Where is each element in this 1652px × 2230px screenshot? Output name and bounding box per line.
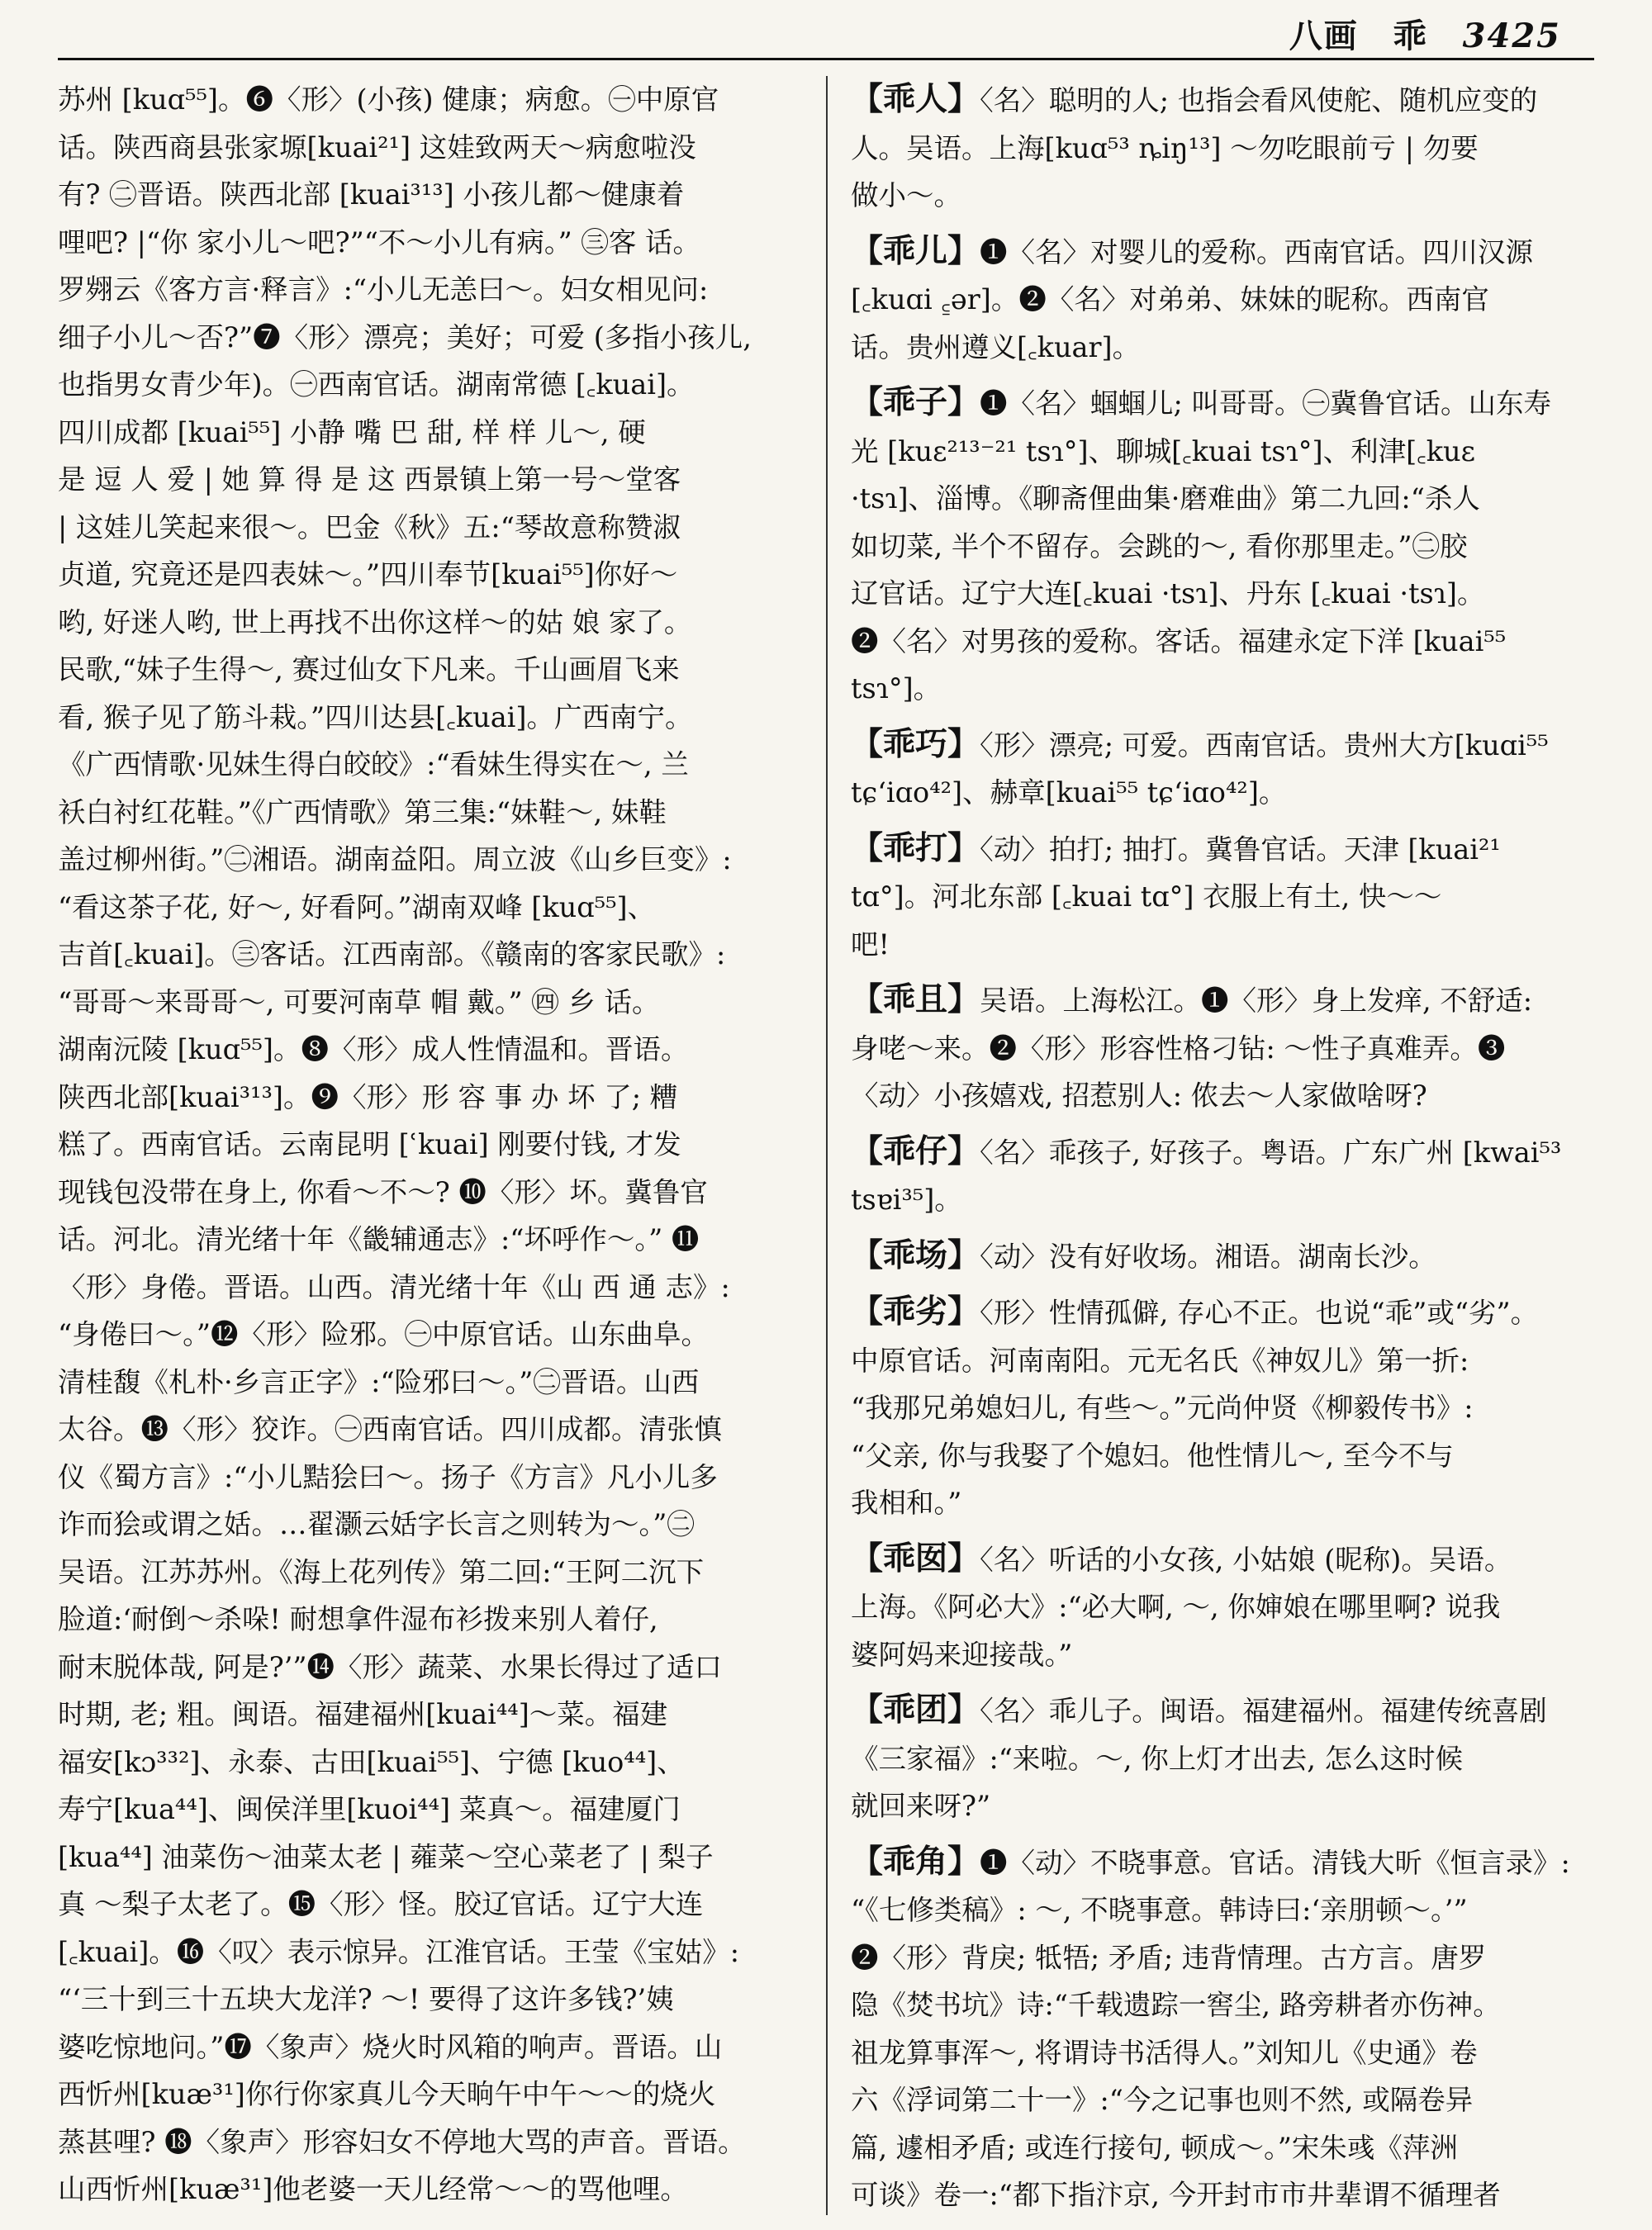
dictionary-entry	[851, 1687, 1602, 1830]
text-line: 湖南沅陵 [kuɑ⁵⁵]。❽〈形〉成人性情温和。晋语。	[58, 1033, 689, 1065]
dictionary-entry	[851, 1288, 1602, 1527]
text-line: 可谈》卷一:“都下指汴京, 今开封市市井辈谓不循理者	[851, 2179, 1501, 2211]
left-column	[58, 76, 801, 2223]
text-line: “父亲, 你与我娶了个媳妇。他性情儿～, 至今不与	[851, 1439, 1454, 1472]
text-line: 上海。《阿必大》:“必大啊, ～, 你婶娘在哪里啊? 说我	[851, 1591, 1501, 1623]
text-line: “哥哥～来哥哥～, 可要河南草 帽 戴。” ㊃ 乡 话。	[58, 985, 660, 1018]
right-column	[851, 76, 1602, 2223]
text-line: 中原官话。河南南阳。元无名氏《神奴儿》第一折:	[851, 1344, 1469, 1377]
dictionary-entry	[851, 721, 1602, 817]
text-line: 身咾～来。❷〈形〉形容性格刁钻: ～性子真难弄。❸	[851, 1032, 1506, 1065]
text-line: 隐《焚书坑》诗:“千载遗踪一窖尘, 路旁耕者亦伤神。	[851, 1989, 1501, 2021]
entry-headword: 【乖人】	[851, 80, 980, 118]
entry-text: 〈动〉拍打; 抽打。冀鲁官话。天津 [kuai²¹	[980, 833, 1501, 866]
text-line: tsɿ°]。	[851, 672, 942, 705]
entry-first-line	[851, 1288, 1602, 1337]
entry-text: 吴语。上海松江。❶〈形〉身上发痒, 不舒适:	[980, 985, 1533, 1017]
entry-headword: 【乖且】	[851, 980, 980, 1018]
text-line: 光 [kuɛ²¹³⁻²¹ tsɿ°]、聊城[꜀kuai tsɿ°]、利津[꜀kuɛ	[851, 434, 1475, 467]
entry-text: ❶〈动〉不晓事意。官话。清钱大昕《恒言录》:	[980, 1846, 1570, 1879]
entry-first-line	[851, 1128, 1602, 1177]
text-line: 话。贵州遵义[꜀kuar]。	[851, 330, 1141, 363]
text-line: “看这茶子花, 好～, 好看阿。”湖南双峰 [kuɑ⁵⁵]、	[58, 890, 656, 923]
text-line: 脸道:‘耐倒～杀哚! 耐想拿件湿布衫拨来别人着仔,	[58, 1603, 658, 1635]
text-line: 吧!	[851, 928, 890, 961]
text-line: 做小～。	[851, 179, 961, 211]
entry-headword: 【乖打】	[851, 828, 980, 867]
text-line: 仪《蜀方言》:“小儿黠狯曰～。扬子《方言》凡小儿多	[58, 1460, 718, 1493]
text-line: 如切菜, 半个不留存。会跳的～, 看你那里走。”㊁胶	[851, 529, 1468, 562]
text-line: 辽官话。辽宁大连[꜀kuai ·tsɿ]、丹东 [꜀kuai ·tsɿ]。	[851, 577, 1485, 610]
text-line: tɑ°]。河北东部 [꜀kuai tɑ°] 衣服上有土, 快～～	[851, 880, 1442, 913]
text-line: ❷〈形〉背戾; 牴牾; 矛盾; 违背情理。古方言。唐罗	[851, 1941, 1487, 1974]
text-line: “‘三十到三十五块大龙洋? ～! 要得了这许多钱?’姨	[58, 1983, 674, 2015]
text-line: 糕了。西南官话。云南昆明 [ʿkuai] 刚要付钱, 才发	[58, 1128, 681, 1160]
text-line: 吴语。江苏苏州。《海上花列传》第二回:“王阿二沉下	[58, 1555, 705, 1588]
text-line: ·tsɿ]、淄博。《聊斋俚曲集·磨难曲》第二九回:“杀人	[851, 482, 1480, 515]
dictionary-entry	[851, 228, 1602, 372]
entry-headword: 【乖巧】	[851, 724, 980, 763]
entry-text: 〈名〉聪明的人; 也指会看风使舵、随机应变的	[980, 84, 1538, 116]
text-line: 《广西情歌·见妹生得白皎皎》:“看妹生得实在～, 兰	[58, 748, 689, 780]
text-line: 哟, 好迷人哟, 世上再找不出你这样～的姑 娘 家了。	[58, 605, 692, 638]
entry-headword: 【乖子】	[851, 383, 980, 421]
text-line: [꜀kuai]。⓰〈叹〉表示惊异。江淮官话。王莹《宝姑》:	[58, 1935, 740, 1968]
entry-first-line	[851, 1535, 1602, 1584]
text-line: 耐末脱体哉, 阿是?’”⓮〈形〉蔬菜、水果长得过了适口	[58, 1650, 723, 1683]
entry-text: 〈形〉性情孤僻, 存心不正。也说“乖”或“劣”。	[980, 1297, 1539, 1329]
text-line: 寿宁[kua⁴⁴]、闽侯洋里[kuoi⁴⁴] 菜真～。福建厦门	[58, 1793, 681, 1825]
dictionary-entry	[851, 1128, 1602, 1224]
headword-char: 乖	[1393, 17, 1428, 55]
entry-first-line	[851, 825, 1602, 874]
text-line: 苏州 [kuɑ⁵⁵]。❻〈形〉(小孩) 健康；病愈。㊀中原官	[58, 83, 719, 116]
running-head	[1268, 10, 1561, 57]
page-number: 3425	[1462, 17, 1561, 55]
entry-first-line	[851, 721, 1602, 770]
text-line: 福安[kɔ³³²]、永泰、古田[kuai⁵⁵]、宁德 [kuo⁴⁴]、	[58, 1745, 685, 1778]
text-line: 祖龙算事浑～, 将谓诗书活得人。”刘知儿《史通》卷	[851, 2036, 1478, 2069]
entry-text: 〈名〉乖孩子, 好孩子。粤语。广东广州 [kwai⁵³	[980, 1136, 1562, 1169]
text-line: tsɐi³⁵]。	[851, 1184, 962, 1216]
text-line: 我相和。”	[851, 1487, 962, 1519]
column-divider	[826, 76, 828, 2215]
text-line: 看, 猴子见了筋斗栽。”四川达县[꜀kuai]。广西南宁。	[58, 700, 693, 733]
text-line: 也指男女青少年)。㊀西南官话。湖南常德 [꜀kuai]。	[58, 368, 695, 401]
entry-first-line	[851, 1839, 1602, 1887]
text-line: 话。陕西商县张家塬[kuai²¹] 这娃致两天～病愈啦没	[58, 130, 696, 164]
text-line: 罗翙云《客方言·释言》:“小儿无恙曰～。妇女相见问:	[58, 273, 709, 306]
entry-first-line	[851, 76, 1602, 125]
dictionary-entry	[851, 976, 1602, 1120]
text-line: 人。吴语。上海[kuɑ⁵³ ȵiŋ¹³] ～勿吃眼前亏 | 勿要	[851, 131, 1479, 164]
dictionary-entry	[851, 1535, 1602, 1679]
header-rule	[58, 58, 1594, 60]
text-line: 盖过柳州街。”㊁湘语。湖南益阳。周立波《山乡巨变》:	[58, 843, 732, 875]
section-label: 八画	[1289, 17, 1359, 55]
text-line: “《七修类稿》: ～, 不晓事意。韩诗曰:‘亲朋顿～。’”	[851, 1894, 1468, 1926]
dictionary-entry	[851, 379, 1602, 713]
text-line: 蒸甚哩? ⓲〈象声〉形容妇女不停地大骂的声音。晋语。	[58, 2125, 746, 2158]
text-line: 话。河北。清光绪十年《畿辅通志》:“坏呼作～。” ⓫	[58, 1223, 700, 1255]
page-header	[58, 10, 1594, 61]
entry-first-line	[851, 976, 1602, 1025]
entry-headword: 【乖场】	[851, 1236, 980, 1274]
entry-headword: 【乖儿】	[851, 231, 980, 270]
entry-headword: 【乖囡】	[851, 1539, 980, 1578]
text-line: | 这娃儿笑起来很～。巴金《秋》五:“琴故意称赞淑	[58, 510, 681, 543]
text-line: [kua⁴⁴] 油菜伤～油菜太老 | 蕹菜～空心菜老了 | 梨子	[58, 1840, 714, 1873]
text-line: 有? ㊁晋语。陕西北部 [kuai³¹³] 小孩儿都～健康着	[58, 178, 685, 211]
entry-text: 〈动〉没有好收场。湘语。湖南长沙。	[980, 1240, 1436, 1273]
entry-text: ❶〈名〉对婴儿的爱称。西南官话。四川汉源	[980, 235, 1534, 268]
text-line: 陕西北部[kuai³¹³]。❾〈形〉形 容 事 办 坏 了; 糟	[58, 1080, 678, 1113]
text-line: 婆吃惊地问。”⓱〈象声〉烧火时风箱的响声。晋语。山	[58, 2030, 723, 2063]
text-line: 现钱包没带在身上, 你看～不～? ❿〈形〉坏。冀鲁官	[58, 1175, 708, 1208]
entry-headword: 【乖仔】	[851, 1132, 980, 1170]
text-line: 时期, 老; 粗。闽语。福建福州[kuai⁴⁴]～菜。福建	[58, 1698, 668, 1730]
text-line: 细子小儿～否?”❼〈形〉漂亮；美好；可爱 (多指小孩儿,	[58, 320, 752, 353]
text-line: 就回来呀?”	[851, 1790, 991, 1822]
text-line: 婆阿妈来迎接哉。”	[851, 1638, 1073, 1671]
entry-text: ❶〈名〉蝈蝈儿; 叫哥哥。㊀冀鲁官话。山东寿	[980, 387, 1551, 420]
dictionary-entry	[851, 76, 1602, 220]
text-line: 四川成都 [kuai⁵⁵] 小静 嘴 巴 甜, 样 样 儿～, 硬	[58, 415, 646, 448]
text-line: 西忻州[kuæ³¹]你行你家真儿今天晌午中午～～的烧火	[58, 2078, 716, 2110]
text-line: 诈而狯或谓之姡。…翟灏云姡字长言之则转为～。”㊁	[58, 1508, 695, 1540]
entry-text: 〈形〉漂亮; 可爱。西南官话。贵州大方[kuɑi⁵⁵	[980, 728, 1549, 762]
text-line: 篇, 遽相矛盾; 或连行接句, 顿成～。”宋朱彧《萍洲	[851, 2131, 1458, 2164]
dictionary-entry	[851, 1839, 1602, 2219]
text-line: 吉首[꜀kuai]。㊂客话。江西南部。《赣南的客家民歌》:	[58, 938, 726, 970]
text-line: 清桂馥《札朴·乡言正字》:“险邪曰～。”㊁晋语。山西	[58, 1365, 700, 1398]
text-line: 山西忻州[kuæ³¹]他老婆一天儿经常～～的骂他哩。	[58, 2173, 688, 2205]
entry-headword: 【乖劣】	[851, 1293, 980, 1331]
entry-first-line	[851, 379, 1602, 428]
text-line: 〈动〉小孩嬉戏, 招惹别人: 侬去～人家做啥呀?	[851, 1079, 1427, 1112]
entry-first-line	[851, 1687, 1602, 1735]
entry-text: 〈名〉乖儿子。闽语。福建福州。福建传统喜剧	[980, 1695, 1547, 1727]
dictionary-entry	[851, 1232, 1602, 1281]
text-line: 是 逗 人 爱 | 她 算 得 是 这 西景镇上第一号～堂客	[58, 463, 681, 496]
entry-headword: 【乖团】	[851, 1691, 980, 1729]
entry-first-line	[851, 228, 1602, 277]
text-line: “身倦曰～。”⓬〈形〉险邪。㊀中原官话。山东曲阜。	[58, 1318, 710, 1350]
text-line: 民歌,“妹子生得～, 赛过仙女下凡来。千山画眉飞来	[58, 653, 680, 686]
entry-text: 〈名〉听话的小女孩, 小姑娘 (昵称)。吴语。	[980, 1543, 1512, 1576]
text-line: 袄白衬红花鞋。”《广西情歌》第三集:“妹鞋～, 妹鞋	[58, 795, 667, 828]
dictionary-entry	[851, 825, 1602, 969]
text-line: 〈形〉身倦。晋语。山西。清光绪十年《山 西 通 志》:	[58, 1270, 730, 1303]
text-line: ❷〈名〉对男孩的爱称。客话。福建永定下洋 [kuai⁵⁵	[851, 624, 1507, 657]
text-line: tɕʻiɑo⁴²]、赫章[kuai⁵⁵ tɕʻiɑo⁴²]。	[851, 776, 1287, 809]
text-line: 太谷。⓭〈形〉狡诈。㊀西南官话。四川成都。清张慎	[58, 1413, 722, 1445]
entry-first-line	[851, 1232, 1602, 1281]
text-line: 六《浮词第二十一》:“今之记事也则不然, 或隔卷异	[851, 2084, 1474, 2116]
text-line: 《三家福》:“来啦。～, 你上灯才出去, 怎么这时候	[851, 1742, 1464, 1775]
text-line: 贞道, 究竟还是四表妹～。”四川奉节[kuai⁵⁵]你好～	[58, 558, 678, 591]
text-line: 哩吧? |“你 家小儿～吧?”“不～小儿有病。” ㊂客 话。	[58, 225, 701, 259]
text-line: [꜀kuɑi ꜁ər]。❷〈名〉对弟弟、妹妹的昵称。西南官	[851, 283, 1489, 316]
text-line: 真 ～梨子太老了。⓯〈形〉怪。胶辽官话。辽宁大连	[58, 1888, 704, 1920]
entry-headword: 【乖角】	[851, 1842, 980, 1881]
text-line: “我那兄弟媳妇儿, 有些～。”元尚仲贤《柳毅传书》:	[851, 1392, 1474, 1424]
